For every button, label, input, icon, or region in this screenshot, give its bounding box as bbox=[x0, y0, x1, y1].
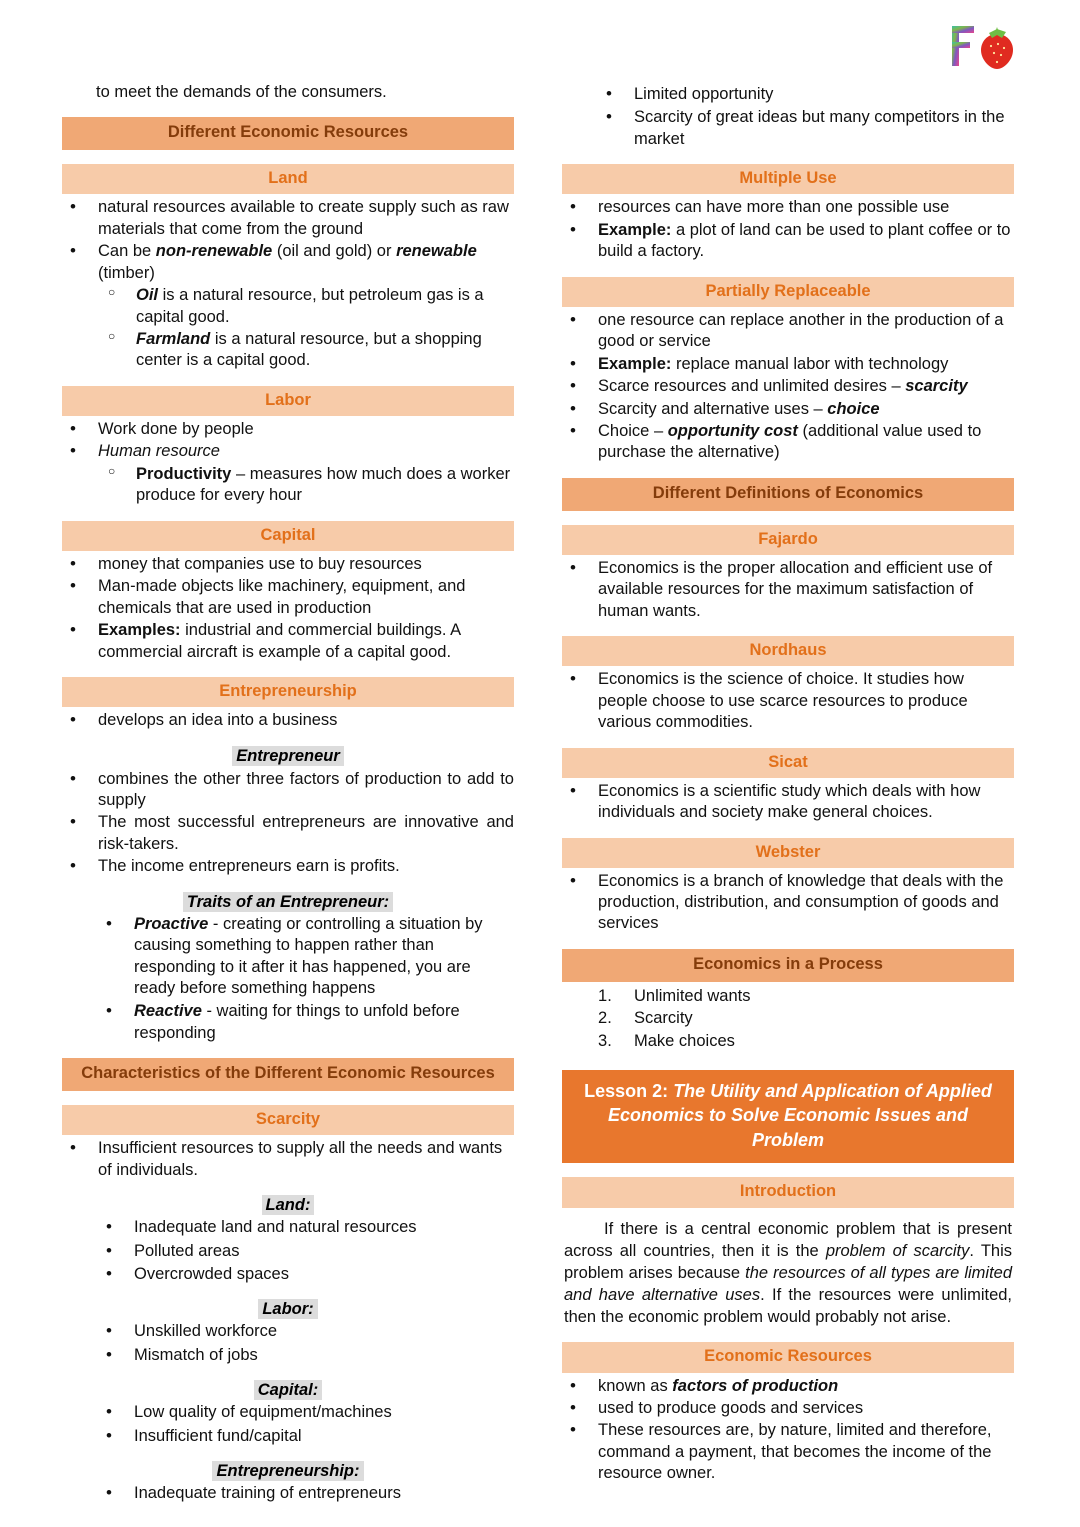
logo-strawberry bbox=[981, 27, 1013, 69]
list-item: • Scarce resources and unlimited desires – scarcity bbox=[562, 376, 1014, 397]
list-item: • Low quality of equipment/machines bbox=[62, 1402, 514, 1423]
list-item: • Scarcity of great ideas but many competitors in the market bbox=[562, 107, 1014, 150]
bullet-list bbox=[562, 558, 1014, 622]
list-item: • Example: replace manual labor with technology bbox=[562, 354, 1014, 375]
indented-bullet-list bbox=[62, 1402, 514, 1447]
inline-header-labor bbox=[62, 1300, 514, 1319]
list-item: • Limited opportunity bbox=[562, 84, 1014, 105]
f-strawberry-logo bbox=[940, 18, 1022, 74]
inline-header-capital bbox=[62, 1381, 514, 1400]
list-item: • Proactive - creating or controlling a situation by causing something to happen rather than responding to it after it has happened, you are ready before something happens bbox=[62, 914, 514, 1000]
right-column bbox=[562, 82, 1014, 1507]
bullet-list bbox=[562, 871, 1014, 935]
bullet-list bbox=[62, 710, 514, 731]
inline-header-text: Labor: bbox=[258, 1299, 317, 1319]
subsection-header-introduction: Introduction bbox=[562, 1177, 1014, 1207]
list-item: • Choice – opportunity cost (additional value used to purchase the alternative) bbox=[562, 421, 1014, 464]
list-item: • resources can have more than one possible use bbox=[562, 197, 1014, 218]
numbered-list bbox=[562, 986, 1014, 1052]
list-item: • Inadequate land and natural resources bbox=[62, 1217, 514, 1238]
list-item: • used to produce goods and services bbox=[562, 1398, 1014, 1419]
list-item: • Insufficient resources to supply all the needs and wants of individuals. bbox=[62, 1138, 514, 1181]
list-item: • Economics is the science of choice. It studies how people choose to use scarce resources to produce various commodities. bbox=[562, 669, 1014, 733]
subsection-header-fajardo: Fajardo bbox=[562, 525, 1014, 555]
list-item: • combines the other three factors of production to add to supply bbox=[62, 769, 514, 812]
subsection-header-sicat: Sicat bbox=[562, 748, 1014, 778]
list-item: Unlimited wants bbox=[634, 986, 751, 1005]
section-header-economics-in-a-process: Economics in a Process bbox=[562, 949, 1014, 982]
list-item: • Overcrowded spaces bbox=[62, 1264, 514, 1285]
lesson-banner-title: The Utility and Application of Applied Economics to Solve Economic Issues and Problem bbox=[607, 1081, 992, 1150]
list-item: • The most successful entrepreneurs are innovative and risk-takers. bbox=[62, 812, 514, 855]
subsection-header-multiple-use: Multiple Use bbox=[562, 164, 1014, 194]
list-item: • Polluted areas bbox=[62, 1241, 514, 1262]
list-item: • Scarcity and alternative uses – choice bbox=[562, 399, 1014, 420]
bullet-list bbox=[62, 769, 514, 878]
list-item: • Unskilled workforce bbox=[62, 1321, 514, 1342]
list-item: ○ Farmland is a natural resource, but a shopping center is a capital good. bbox=[62, 329, 514, 372]
indented-bullet-list bbox=[62, 1217, 514, 1285]
indented-bullet-list bbox=[62, 914, 514, 1045]
sub-bullet-list bbox=[62, 464, 514, 507]
list-item: ○ Productivity – measures how much does a worker produce for every hour bbox=[62, 464, 514, 507]
list-item: • develops an idea into a business bbox=[62, 710, 514, 731]
subsection-header-nordhaus: Nordhaus bbox=[562, 636, 1014, 666]
bullet-list bbox=[62, 554, 514, 663]
subsection-header-scarcity: Scarcity bbox=[62, 1105, 514, 1135]
lesson-banner bbox=[562, 1070, 1014, 1163]
section-header-different-economic-resources: Different Economic Resources bbox=[62, 117, 514, 150]
list-item: • Work done by people bbox=[62, 419, 514, 440]
list-item: • The income entrepreneurs earn is profits. bbox=[62, 856, 514, 877]
inline-header-text: Entrepreneurship: bbox=[212, 1461, 363, 1481]
list-item: ○ Oil is a natural resource, but petroleum gas is a capital good. bbox=[62, 285, 514, 328]
subsection-header-economic-resources: Economic Resources bbox=[562, 1342, 1014, 1372]
bullet-list bbox=[62, 197, 514, 284]
list-item: • Inadequate training of entrepreneurs bbox=[62, 1483, 514, 1504]
bullet-list bbox=[562, 669, 1014, 733]
indented-bullet-list bbox=[62, 1483, 514, 1504]
inline-header-text: Entrepreneur bbox=[232, 746, 344, 766]
inline-header-text: Traits of an Entrepreneur: bbox=[183, 892, 393, 912]
carryover-line: to meet the demands of the consumers. bbox=[96, 83, 387, 101]
list-item: • Can be non-renewable (oil and gold) or renewable (timber) bbox=[62, 241, 514, 284]
two-column-body bbox=[0, 82, 1080, 1507]
inline-header-text: Capital: bbox=[254, 1380, 323, 1400]
list-item: • known as factors of production bbox=[562, 1376, 1014, 1397]
section-header-different-definitions-of-economics: Different Definitions of Economics bbox=[562, 478, 1014, 511]
bullet-list bbox=[562, 1376, 1014, 1485]
list-item: Scarcity bbox=[634, 1009, 693, 1028]
subsection-header-capital: Capital bbox=[62, 521, 514, 551]
logo-letter-f bbox=[952, 26, 974, 66]
list-item: • Human resource bbox=[62, 441, 514, 462]
body-paragraph: If there is a central economic problem that is present across all countries, then it is the problem of scarcity. This problem arises because the resources of all types are limited and have alternative uses. If the resources were unlimited, then the economic problem would probably not arise. bbox=[564, 1219, 1013, 1327]
inline-header-text: Land: bbox=[262, 1195, 315, 1215]
list-item: Make choices bbox=[634, 1031, 735, 1050]
list-item: • Examples: industrial and commercial buildings. A commercial aircraft is example of a capital good. bbox=[62, 620, 514, 663]
bullet-list bbox=[62, 1138, 514, 1181]
inline-header-land bbox=[62, 1196, 514, 1215]
list-item: • natural resources available to create supply such as raw materials that come from the ground bbox=[62, 197, 514, 240]
sub-bullet-list bbox=[62, 285, 514, 372]
right-column-sections bbox=[562, 84, 1014, 1485]
bullet-list bbox=[562, 310, 1014, 464]
list-item: • one resource can replace another in the production of a good or service bbox=[562, 310, 1014, 353]
subsection-header-land: Land bbox=[62, 164, 514, 194]
inline-header-entrepreneur bbox=[62, 747, 514, 766]
list-item: • Economics is the proper allocation and efficient use of available resources for the maximum satisfaction of human wants. bbox=[562, 558, 1014, 622]
bullet-list bbox=[562, 197, 1014, 262]
left-column bbox=[62, 82, 514, 1507]
indented-bullet-list bbox=[562, 84, 1014, 150]
bullet-list bbox=[562, 781, 1014, 824]
list-item: • Insufficient fund/capital bbox=[62, 1426, 514, 1447]
list-item: • Example: a plot of land can be used to plant coffee or to build a factory. bbox=[562, 220, 1014, 263]
list-item: • These resources are, by nature, limited and therefore, command a payment, that becomes the income of the resource owner. bbox=[562, 1420, 1014, 1484]
list-item: • Man-made objects like machinery, equipment, and chemicals that are used in production bbox=[62, 576, 514, 619]
subsection-header-labor: Labor bbox=[62, 386, 514, 416]
list-item: • Reactive - waiting for things to unfold before responding bbox=[62, 1001, 514, 1044]
subsection-header-webster: Webster bbox=[562, 838, 1014, 868]
lesson-banner-prefix: Lesson 2: bbox=[584, 1081, 674, 1101]
indented-bullet-list bbox=[62, 1321, 514, 1366]
subsection-header-partially-replaceable: Partially Replaceable bbox=[562, 277, 1014, 307]
left-column-sections bbox=[62, 117, 514, 1504]
list-item: • Economics is a scientific study which deals with how individuals and society make general choices. bbox=[562, 781, 1014, 824]
bullet-list bbox=[62, 419, 514, 463]
list-item: • money that companies use to buy resources bbox=[62, 554, 514, 575]
list-item: • Economics is a branch of knowledge that deals with the production, distribution, and consumption of goods and services bbox=[562, 871, 1014, 935]
section-header-characteristics-of-the-different-economic-re: Characteristics of the Different Economic Resources bbox=[62, 1058, 514, 1091]
inline-header-entrepreneurship bbox=[62, 1462, 514, 1481]
inline-header-traits-of-an-entrepreneur bbox=[62, 893, 514, 912]
subsection-header-entrepreneurship: Entrepreneurship bbox=[62, 677, 514, 707]
list-item: • Mismatch of jobs bbox=[62, 1345, 514, 1366]
